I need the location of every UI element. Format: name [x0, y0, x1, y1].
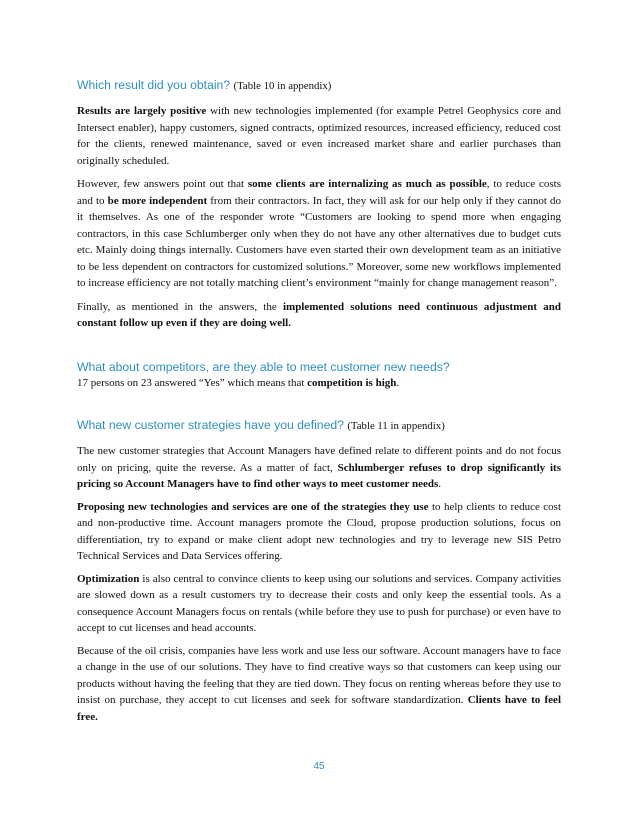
- paragraph: [77, 571, 561, 637]
- bold-phrase: Results are largely positive: [77, 105, 207, 117]
- section-heading-strategies: [77, 418, 561, 434]
- paragraph: [77, 103, 561, 169]
- text-run: 17 persons on 23 answered “Yes” which means that: [77, 376, 308, 389]
- paragraph: [77, 375, 561, 392]
- table-reference: (Table 10 in appendix): [233, 80, 332, 92]
- text-run: Finally, as mentioned in the answers, the: [77, 300, 283, 313]
- bold-phrase: implemented solutions need continuous adjustment and constant follow up even if they are doing well.: [77, 300, 561, 329]
- text-run: to help clients to reduce cost and non-productive time. Account managers promote the Cloud, propose production solutions, focus on differentiation, try to expand or make client adopt new technologies and try to leverage new SIS Petro Technical Services and Data Services offering.: [77, 500, 561, 562]
- paragraph: [77, 299, 561, 332]
- paragraph: [77, 176, 561, 292]
- text-run: from their contractors. In fact, they will ask for our help only if they cannot do it themselves. As one of the responder wrote “Customers are looking to spend more when engaging contractors, in this case Schlumberger only when they do not have any other alternatives due to budget cuts etc. Mainly doing things internally. Customers have even started their own development team as an initiative to be less dependent on contractors for customized solutions.” Moreover, some new workflows implemented to increase efficiency are not totally matching client’s environment “mainly for change management reason”.: [77, 194, 561, 289]
- heading-text: What about competitors, are they able to meet customer new needs?: [77, 359, 450, 374]
- paragraph: [77, 643, 561, 726]
- page-number: 45: [313, 761, 325, 772]
- section-heading-results: [77, 78, 561, 94]
- bold-phrase: competition is high: [307, 376, 397, 389]
- bold-phrase: some clients are internalizing as much as possible: [247, 178, 487, 190]
- text-run: However, few answers point out that: [77, 178, 248, 190]
- heading-text: Which result did you obtain?: [77, 78, 231, 92]
- text-run: Because of the oil crisis, companies have less work and use less our software. Account managers have to face a change in the use of our solutions. They have to find creative ways so that customers can keep using our products without having the feeling that they are tied down. They focus on renting whereas before they use to insist on purchase, they accept to cut licenses and seek for software standardization.: [77, 644, 561, 706]
- bold-phrase: Clients have to feel free.: [77, 694, 561, 723]
- paragraph: [77, 443, 561, 493]
- bold-phrase: be more independent: [107, 194, 208, 207]
- text-run: .: [438, 478, 442, 490]
- table-reference: (Table 11 in appendix): [347, 420, 445, 432]
- section-heading-competitors: [77, 360, 561, 375]
- bold-phrase: Schlumberger refuses to drop significantly its pricing so Account Managers have to find other ways to meet customer needs: [77, 461, 561, 490]
- text-run: with new technologies implemented (for example Petrel Geophysics core and Intersect enabler), happy customers, signed contracts, optimized resources, increased efficiency, reduced cost for the clients, renewed maintenance, saved or even increased market share and earlier purchases than originally scheduled.: [77, 105, 562, 167]
- page-content: [77, 78, 561, 725]
- text-run: .: [396, 376, 400, 389]
- bold-phrase: Proposing new technologies and services are one of the strategies they use: [77, 500, 429, 513]
- text-run: , to reduce costs and to: [77, 178, 561, 207]
- text-run: The new customer strategies that Account Managers have defined relate to different points and do not focus only on pricing, quite the reverse. As a matter of fact,: [77, 445, 561, 474]
- paragraph: [77, 499, 561, 565]
- bold-phrase: Optimization: [77, 572, 140, 585]
- text-run: is also central to convince clients to keep using our solutions and services. Company activities are slowed down as a result customers try to decrease their costs and only keep the essential tools. As a consequence Account Managers focus on rentals (while before they use to push for purchase) or even have to accept to cut licenses and head accounts.: [77, 572, 561, 634]
- heading-text: What new customer strategies have you defined?: [77, 418, 344, 432]
